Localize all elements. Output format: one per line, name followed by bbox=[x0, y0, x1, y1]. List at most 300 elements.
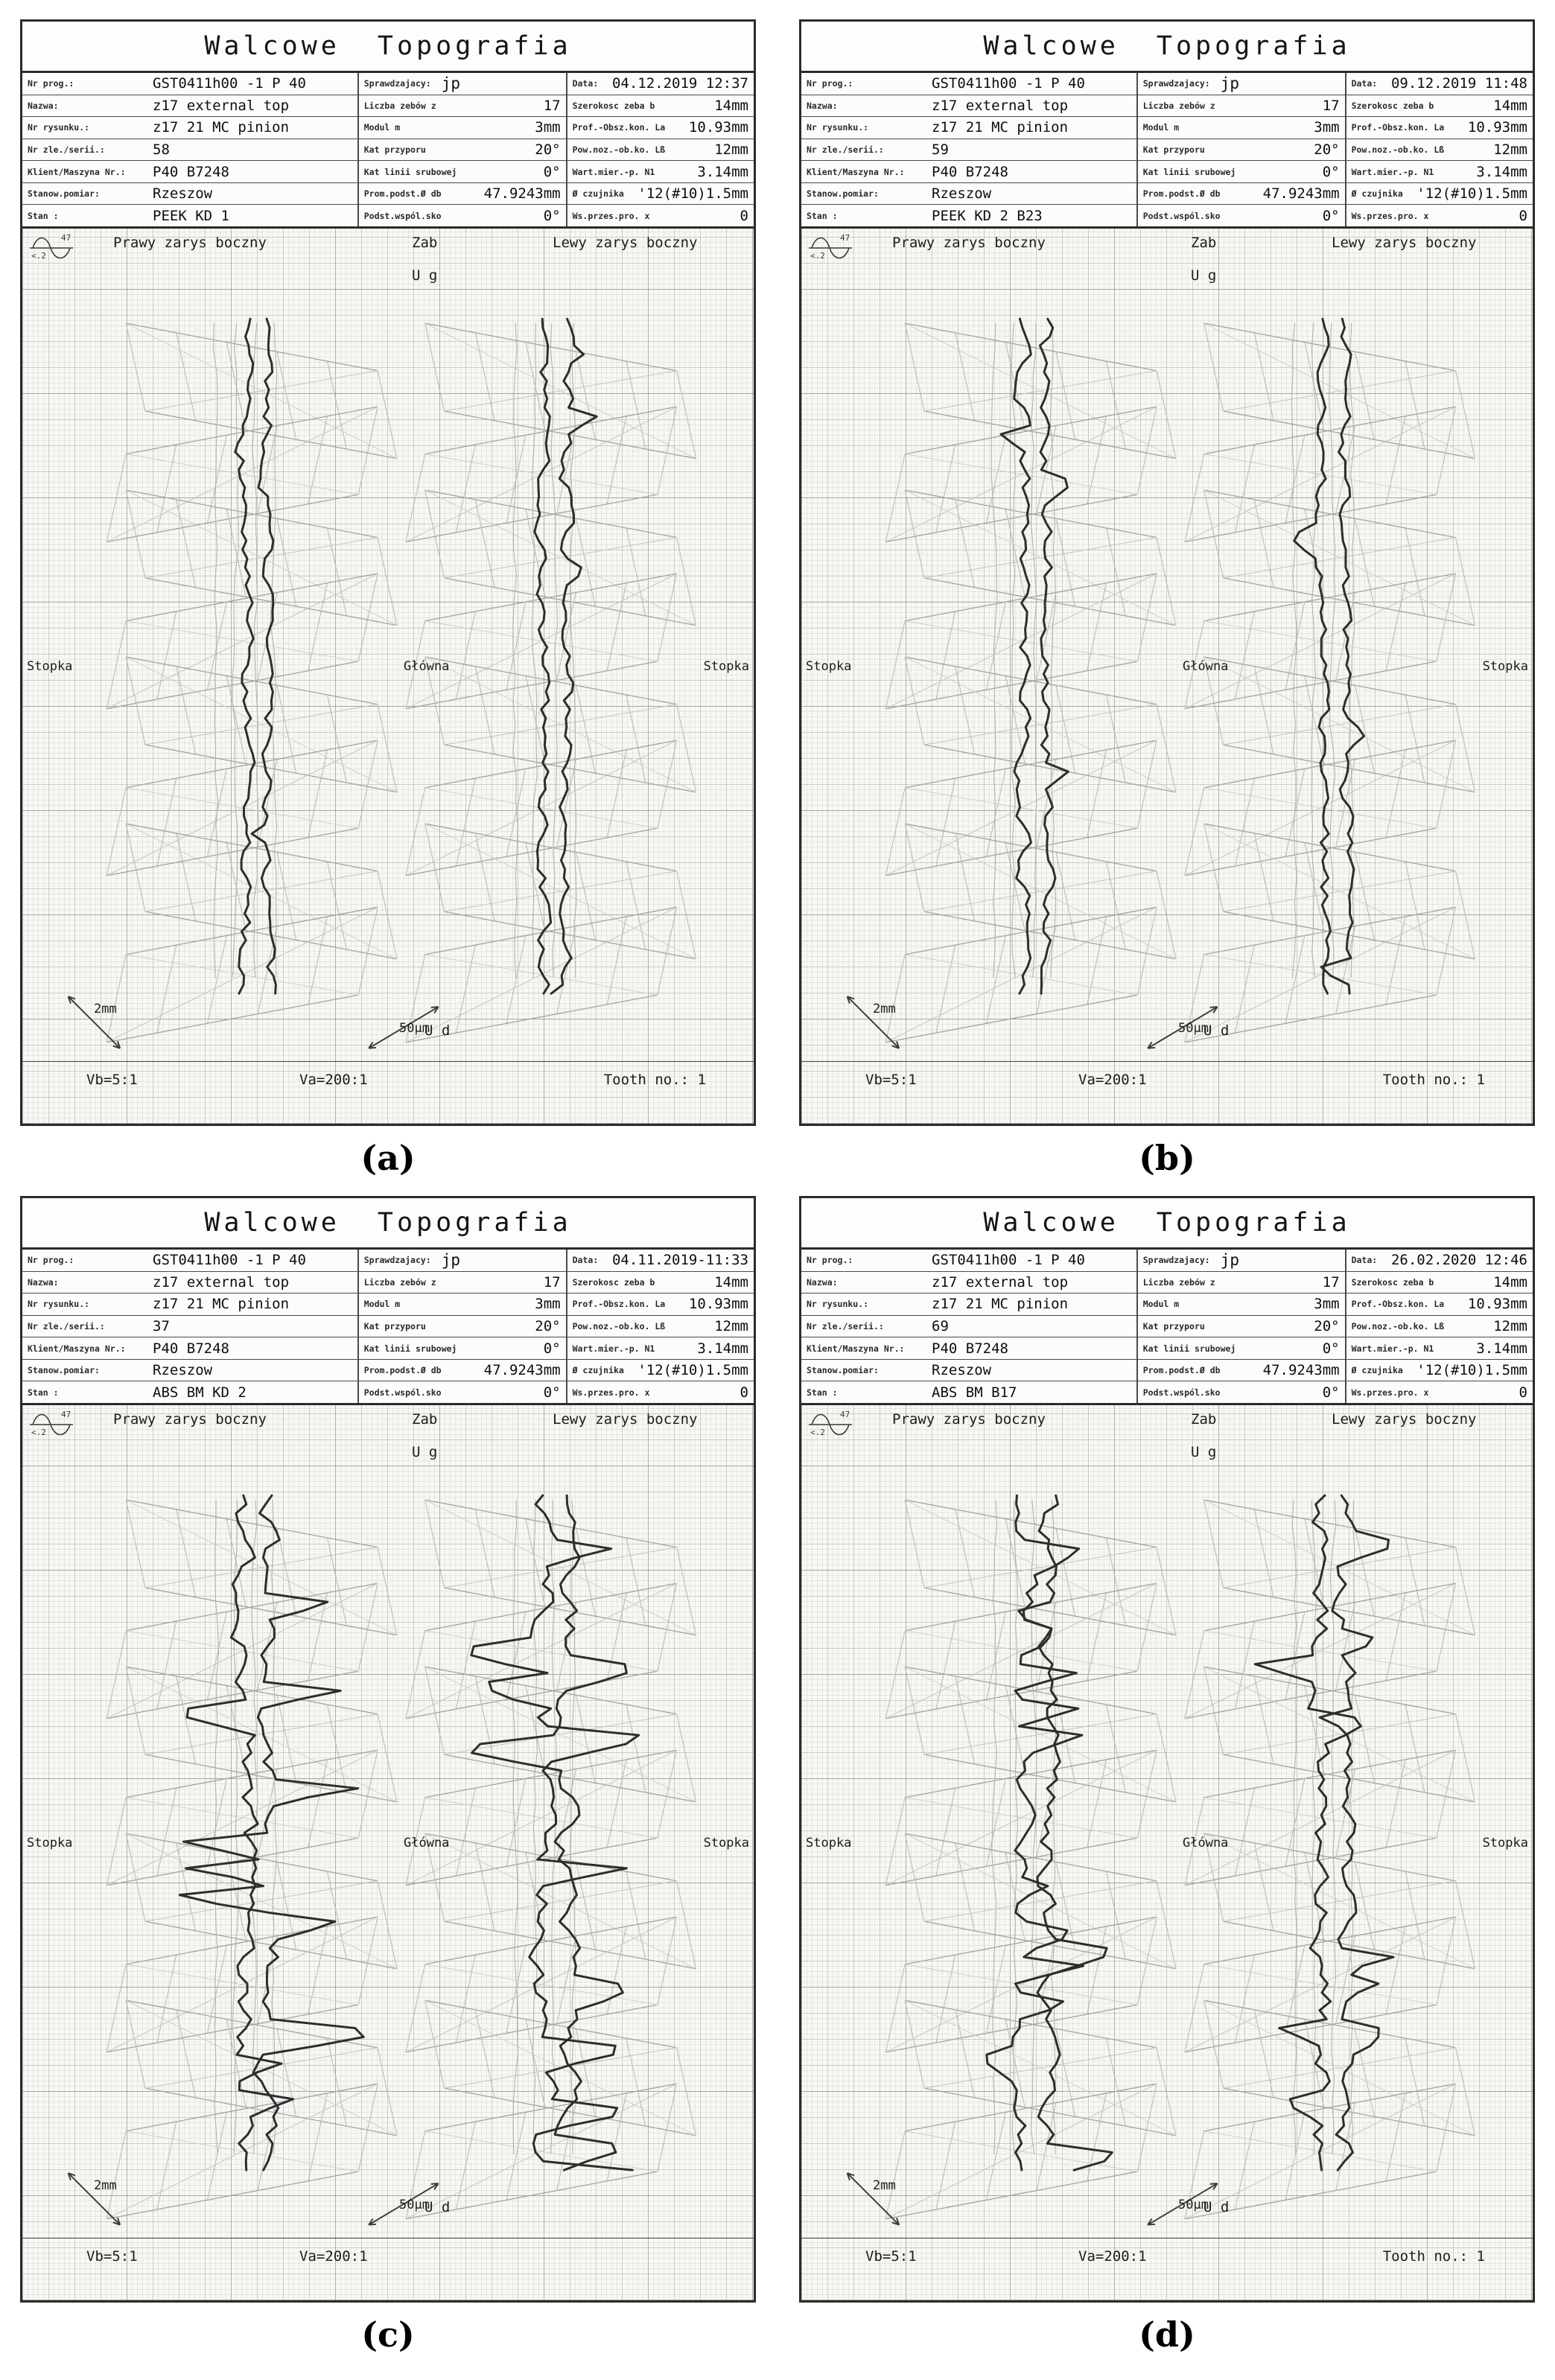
info-cell bbox=[1346, 73, 1533, 95]
info-label: Klient/Maszyna Nr.: bbox=[28, 1343, 126, 1354]
info-row bbox=[801, 205, 1533, 226]
scale-2mm-label: 2mm bbox=[94, 2178, 117, 2193]
info-label: Klient/Maszyna Nr.: bbox=[807, 166, 905, 177]
info-label: Szerokosc zeba b bbox=[572, 1276, 655, 1288]
info-value: z17 21 MC pinion bbox=[932, 119, 1069, 136]
label-u-d: U d bbox=[424, 1022, 451, 1039]
info-cell bbox=[567, 95, 754, 117]
topography-plot bbox=[22, 1405, 754, 2300]
info-value: 3.14mm bbox=[1476, 163, 1527, 180]
info-row bbox=[801, 1381, 1533, 1403]
label-zab: Zab bbox=[412, 235, 438, 251]
info-cell bbox=[567, 1316, 754, 1337]
info-cell bbox=[22, 73, 359, 95]
info-cell bbox=[567, 205, 754, 226]
info-cell bbox=[1138, 1381, 1346, 1403]
info-row bbox=[22, 1316, 754, 1338]
scale-50um-label: 50µm bbox=[1178, 2198, 1209, 2212]
info-label: Szerokosc zeba b bbox=[572, 100, 655, 111]
info-label: Pow.noz.-ob.ko. Lß bbox=[1351, 144, 1445, 156]
info-label: Wart.mier.-p. N1 bbox=[1351, 166, 1434, 177]
label-u-g: U g bbox=[1191, 1444, 1217, 1460]
info-cell bbox=[359, 205, 567, 226]
info-row bbox=[801, 183, 1533, 206]
info-label: Ws.przes.pro. x bbox=[1351, 210, 1429, 221]
info-cell bbox=[801, 205, 1138, 226]
info-cell bbox=[1346, 1250, 1533, 1271]
info-value: 20° bbox=[1314, 1318, 1340, 1335]
info-value: 17 bbox=[543, 97, 561, 114]
info-label: Nr prog.: bbox=[28, 1255, 74, 1266]
info-label: Prom.podst.Ø db bbox=[363, 1365, 442, 1376]
info-value: jp bbox=[441, 74, 461, 93]
info-table bbox=[22, 73, 754, 229]
info-label: Stanow.pomiar: bbox=[28, 188, 100, 200]
info-row bbox=[22, 161, 754, 183]
info-value: z17 21 MC pinion bbox=[932, 1296, 1069, 1313]
info-cell bbox=[1138, 117, 1346, 139]
info-label: Stan : bbox=[28, 210, 59, 221]
report-title: Walcowe Topografia bbox=[983, 31, 1351, 61]
info-row bbox=[22, 1381, 754, 1403]
info-value: Rzeszow bbox=[932, 1362, 992, 1379]
info-label: Nr rysunku.: bbox=[807, 122, 869, 133]
label-zab: Zab bbox=[1191, 235, 1217, 251]
info-cell bbox=[1138, 1272, 1346, 1294]
report-panel bbox=[799, 1196, 1535, 2303]
info-value: '12(#10)1.5mm bbox=[1416, 1362, 1527, 1379]
info-label: Sprawdzajacy: bbox=[1142, 78, 1210, 89]
info-cell bbox=[22, 1360, 359, 1381]
info-table bbox=[22, 1250, 754, 1405]
info-value: 3.14mm bbox=[697, 1340, 748, 1357]
report-panel bbox=[20, 19, 756, 1126]
footer-vb: Vb=5:1 bbox=[86, 2248, 138, 2265]
info-label: Pow.noz.-ob.ko. Lß bbox=[1351, 1321, 1445, 1332]
info-value: 0° bbox=[543, 207, 561, 224]
info-cell bbox=[567, 183, 754, 205]
info-cell bbox=[1346, 1316, 1533, 1337]
report-title: Walcowe Topografia bbox=[204, 1208, 572, 1238]
info-label: Liczba zebów z bbox=[1142, 1276, 1215, 1288]
info-row bbox=[22, 1337, 754, 1360]
info-cell bbox=[1138, 139, 1346, 161]
info-cell bbox=[1138, 1250, 1346, 1271]
info-label: Ø czujnika bbox=[572, 188, 624, 200]
info-label: Sprawdzajacy: bbox=[363, 1255, 431, 1266]
info-value: z17 21 MC pinion bbox=[153, 119, 290, 136]
info-cell bbox=[567, 1381, 754, 1403]
subfigure-a bbox=[20, 19, 756, 1196]
label-u-g: U g bbox=[412, 1444, 438, 1460]
label-left-flank: Lewy zarys boczny bbox=[1332, 1411, 1477, 1428]
info-value: GST0411h00 -1 P 40 bbox=[932, 1252, 1085, 1269]
info-label: Ø czujnika bbox=[572, 1365, 624, 1376]
info-table bbox=[801, 73, 1533, 229]
info-label: Nr rysunku.: bbox=[28, 122, 90, 133]
label-glowna: Główna bbox=[404, 659, 450, 674]
info-label: Ws.przes.pro. x bbox=[572, 1387, 650, 1398]
label-left-flank: Lewy zarys boczny bbox=[1332, 235, 1477, 251]
info-cell bbox=[359, 183, 567, 205]
info-row bbox=[22, 1360, 754, 1382]
info-value: P40 B7248 bbox=[153, 163, 229, 180]
info-label: Podst.wspól.sko bbox=[363, 1387, 442, 1398]
info-value: 3mm bbox=[535, 119, 561, 136]
scale-2mm-label: 2mm bbox=[873, 2178, 896, 2193]
info-cell bbox=[801, 1360, 1138, 1381]
info-cell bbox=[1346, 183, 1533, 205]
info-label: Kat linii srubowej bbox=[1142, 1343, 1236, 1354]
info-value: 04.11.2019-11:33 bbox=[611, 1252, 748, 1269]
footer-divider bbox=[801, 2238, 1533, 2239]
info-value: GST0411h00 -1 P 40 bbox=[932, 75, 1085, 92]
info-value: 04.12.2019 12:37 bbox=[611, 75, 748, 92]
info-row bbox=[22, 95, 754, 118]
label-glowna: Główna bbox=[404, 1836, 450, 1851]
scale-50um-label: 50µm bbox=[399, 2198, 430, 2212]
info-cell bbox=[22, 95, 359, 117]
info-cell bbox=[1138, 161, 1346, 182]
info-label: Liczba zebów z bbox=[363, 100, 436, 111]
info-value: 3.14mm bbox=[1476, 1340, 1527, 1357]
info-cell bbox=[1138, 95, 1346, 117]
scale-50um-label: 50µm bbox=[399, 1021, 430, 1036]
info-row bbox=[801, 1337, 1533, 1360]
info-cell bbox=[22, 1272, 359, 1294]
info-value: Rzeszow bbox=[153, 185, 213, 203]
info-label: Ø czujnika bbox=[1351, 188, 1403, 200]
info-cell bbox=[567, 161, 754, 182]
info-value: 17 bbox=[1322, 1273, 1340, 1291]
info-row bbox=[22, 117, 754, 139]
info-label: Prof.-Obsz.kon. La bbox=[1351, 122, 1445, 133]
report-title-box bbox=[801, 1198, 1533, 1250]
label-glowna: Główna bbox=[1183, 1836, 1229, 1851]
report-panel bbox=[20, 1196, 756, 2303]
wave-icon-number: 47 bbox=[61, 1410, 71, 1419]
info-value: PEEK KD 1 bbox=[153, 207, 229, 224]
footer-vb: Vb=5:1 bbox=[865, 1072, 917, 1088]
subfigure-d bbox=[799, 1196, 1535, 2373]
label-glowna: Główna bbox=[1183, 659, 1229, 674]
info-value: 0 bbox=[740, 207, 748, 224]
info-label: Prom.podst.Ø db bbox=[1142, 188, 1221, 200]
info-cell bbox=[359, 1250, 567, 1271]
scale-50um-label: 50µm bbox=[1178, 1021, 1209, 1036]
info-label: Ø czujnika bbox=[1351, 1365, 1403, 1376]
info-label: Szerokosc zeba b bbox=[1351, 100, 1434, 111]
wave-icon-tolerance: <.2 bbox=[31, 251, 46, 261]
label-stopka-left: Stopka bbox=[806, 659, 852, 674]
info-cell bbox=[22, 205, 359, 226]
info-label: Nr rysunku.: bbox=[28, 1299, 90, 1310]
info-cell bbox=[22, 1250, 359, 1271]
label-stopka-right: Stopka bbox=[1482, 659, 1528, 674]
info-value: 09.12.2019 11:48 bbox=[1390, 75, 1527, 92]
info-cell bbox=[1346, 161, 1533, 182]
label-stopka-left: Stopka bbox=[27, 659, 73, 674]
info-value: 20° bbox=[535, 1318, 561, 1335]
info-label: Modul m bbox=[363, 122, 401, 133]
info-label: Klient/Maszyna Nr.: bbox=[807, 1343, 905, 1354]
info-value: 58 bbox=[153, 141, 170, 159]
info-label: Sprawdzajacy: bbox=[363, 78, 431, 89]
info-cell bbox=[567, 117, 754, 139]
info-cell bbox=[22, 161, 359, 182]
info-cell bbox=[567, 73, 754, 95]
label-u-g: U g bbox=[1191, 267, 1217, 284]
info-value: 3mm bbox=[1314, 1296, 1340, 1313]
info-value: 0 bbox=[1519, 1384, 1527, 1401]
info-cell bbox=[22, 1381, 359, 1403]
report-panel bbox=[799, 19, 1535, 1126]
info-cell bbox=[1346, 95, 1533, 117]
info-label: Wart.mier.-p. N1 bbox=[572, 1343, 655, 1354]
info-value: 47.9243mm bbox=[1262, 185, 1340, 203]
info-label: Data: bbox=[572, 78, 599, 89]
footer-tooth-no: Tooth no.: 1 bbox=[603, 1072, 706, 1088]
info-value: z17 21 MC pinion bbox=[153, 1296, 290, 1313]
label-stopka-right: Stopka bbox=[1482, 1836, 1528, 1851]
info-label: Nr zle./serii.: bbox=[807, 1321, 884, 1332]
info-label: Stanow.pomiar: bbox=[28, 1365, 100, 1376]
info-value: 12mm bbox=[1493, 1318, 1527, 1335]
label-u-d: U d bbox=[424, 2199, 451, 2215]
info-cell bbox=[1346, 205, 1533, 226]
info-row bbox=[801, 161, 1533, 183]
scale-2mm-label: 2mm bbox=[873, 1002, 896, 1016]
info-value: z17 external top bbox=[932, 97, 1069, 114]
roughness-wave-icon bbox=[807, 232, 856, 261]
subfigure-c bbox=[20, 1196, 756, 2373]
info-cell bbox=[1346, 139, 1533, 161]
info-value: 3.14mm bbox=[697, 163, 748, 180]
info-value: 12mm bbox=[714, 141, 748, 159]
footer-divider bbox=[22, 1061, 754, 1062]
info-cell bbox=[359, 95, 567, 117]
info-cell bbox=[359, 117, 567, 139]
report-title-box bbox=[22, 1198, 754, 1250]
info-row bbox=[22, 205, 754, 226]
info-label: Prom.podst.Ø db bbox=[1142, 1365, 1221, 1376]
info-row bbox=[801, 1360, 1533, 1382]
topography-plot bbox=[22, 229, 754, 1124]
info-label: Prof.-Obsz.kon. La bbox=[572, 122, 666, 133]
topography-plot bbox=[801, 229, 1533, 1124]
report-title: Walcowe Topografia bbox=[983, 1208, 1351, 1238]
info-label: Nazwa: bbox=[28, 100, 59, 111]
info-value: 0° bbox=[1322, 1384, 1340, 1401]
info-cell bbox=[801, 1294, 1138, 1315]
info-cell bbox=[801, 73, 1138, 95]
info-cell bbox=[1346, 1272, 1533, 1294]
info-value: '12(#10)1.5mm bbox=[637, 1362, 748, 1379]
info-row bbox=[801, 139, 1533, 162]
footer-va: Va=200:1 bbox=[1078, 2248, 1147, 2265]
info-value: '12(#10)1.5mm bbox=[637, 185, 748, 203]
label-stopka-right: Stopka bbox=[703, 1836, 749, 1851]
footer-vb: Vb=5:1 bbox=[86, 1072, 138, 1088]
subfigure-b bbox=[799, 19, 1535, 1196]
info-label: Pow.noz.-ob.ko. Lß bbox=[572, 1321, 666, 1332]
info-value: 20° bbox=[535, 141, 561, 159]
info-label: Prof.-Obsz.kon. La bbox=[572, 1299, 666, 1310]
info-value: '12(#10)1.5mm bbox=[1416, 185, 1527, 203]
info-cell bbox=[567, 1337, 754, 1359]
info-label: Modul m bbox=[1142, 1299, 1180, 1310]
info-value: 0° bbox=[1322, 163, 1340, 180]
info-cell bbox=[359, 139, 567, 161]
info-value: 0° bbox=[543, 1340, 561, 1357]
info-value: z17 external top bbox=[153, 97, 290, 114]
footer-vb: Vb=5:1 bbox=[865, 2248, 917, 2265]
info-cell bbox=[801, 95, 1138, 117]
info-value: P40 B7248 bbox=[153, 1340, 229, 1357]
info-cell bbox=[22, 117, 359, 139]
info-value: 47.9243mm bbox=[483, 1362, 561, 1379]
info-row bbox=[22, 1250, 754, 1272]
info-label: Modul m bbox=[1142, 122, 1180, 133]
subfigure-caption: (d) bbox=[1139, 2314, 1195, 2355]
info-row bbox=[801, 73, 1533, 95]
info-label: Data: bbox=[1351, 78, 1378, 89]
info-cell bbox=[801, 1272, 1138, 1294]
info-cell bbox=[801, 117, 1138, 139]
info-value: z17 external top bbox=[932, 1273, 1069, 1291]
label-right-flank: Prawy zarys boczny bbox=[113, 235, 267, 251]
subfigure-caption: (c) bbox=[361, 2314, 415, 2355]
info-cell bbox=[1346, 1360, 1533, 1381]
info-value: 10.93mm bbox=[1467, 119, 1527, 136]
footer-va: Va=200:1 bbox=[1078, 1072, 1147, 1088]
info-row bbox=[22, 1294, 754, 1316]
wave-icon-number: 47 bbox=[61, 233, 71, 243]
info-label: Prom.podst.Ø db bbox=[363, 188, 442, 200]
info-value: 17 bbox=[1322, 97, 1340, 114]
subfigure-caption: (b) bbox=[1139, 1138, 1195, 1178]
info-value: 14mm bbox=[714, 97, 748, 114]
info-label: Kat przyporu bbox=[363, 144, 426, 156]
info-label: Szerokosc zeba b bbox=[1351, 1276, 1434, 1288]
info-cell bbox=[567, 139, 754, 161]
info-cell bbox=[1138, 183, 1346, 205]
info-value: 0° bbox=[543, 1384, 561, 1401]
subfigure-caption: (a) bbox=[360, 1138, 416, 1178]
info-value: Rzeszow bbox=[932, 185, 992, 203]
info-value: P40 B7248 bbox=[932, 163, 1008, 180]
info-label: Nr prog.: bbox=[807, 1255, 853, 1266]
wave-icon-number: 47 bbox=[840, 1410, 850, 1419]
info-value: 59 bbox=[932, 141, 949, 159]
label-u-g: U g bbox=[412, 267, 438, 284]
info-value: z17 external top bbox=[153, 1273, 290, 1291]
info-cell bbox=[1346, 1381, 1533, 1403]
info-label: Liczba zebów z bbox=[1142, 100, 1215, 111]
info-value: 14mm bbox=[1493, 97, 1527, 114]
footer-divider bbox=[22, 2238, 754, 2239]
wave-icon-tolerance: <.2 bbox=[810, 1428, 825, 1437]
info-value: 20° bbox=[1314, 141, 1340, 159]
info-label: Data: bbox=[1351, 1255, 1378, 1266]
info-cell bbox=[359, 1337, 567, 1359]
info-cell bbox=[1138, 205, 1346, 226]
info-label: Kat przyporu bbox=[1142, 1321, 1205, 1332]
scale-2mm-label: 2mm bbox=[94, 1002, 117, 1016]
info-cell bbox=[22, 1337, 359, 1359]
report-title: Walcowe Topografia bbox=[204, 31, 572, 61]
info-cell bbox=[359, 161, 567, 182]
info-value: 14mm bbox=[714, 1273, 748, 1291]
info-cell bbox=[801, 1337, 1138, 1359]
info-cell bbox=[22, 183, 359, 205]
label-right-flank: Prawy zarys boczny bbox=[892, 235, 1046, 251]
info-value: jp bbox=[441, 1251, 461, 1270]
info-label: Wart.mier.-p. N1 bbox=[1351, 1343, 1434, 1354]
wave-icon-number: 47 bbox=[840, 233, 850, 243]
info-cell bbox=[359, 1381, 567, 1403]
info-cell bbox=[801, 161, 1138, 182]
info-cell bbox=[1346, 1337, 1533, 1359]
info-label: Stanow.pomiar: bbox=[807, 188, 879, 200]
info-cell bbox=[567, 1272, 754, 1294]
info-label: Nr rysunku.: bbox=[807, 1299, 869, 1310]
info-cell bbox=[567, 1250, 754, 1271]
info-label: Kat linii srubowej bbox=[1142, 166, 1236, 177]
info-value: 0 bbox=[740, 1384, 748, 1401]
label-right-flank: Prawy zarys boczny bbox=[892, 1411, 1046, 1428]
info-row bbox=[801, 1294, 1533, 1316]
info-value: 26.02.2020 12:46 bbox=[1390, 1252, 1527, 1269]
info-cell bbox=[22, 1294, 359, 1315]
info-label: Stanow.pomiar: bbox=[807, 1365, 879, 1376]
info-label: Podst.wspól.sko bbox=[363, 210, 442, 221]
label-u-d: U d bbox=[1203, 2199, 1230, 2215]
info-cell bbox=[567, 1294, 754, 1315]
info-value: 14mm bbox=[1493, 1273, 1527, 1291]
info-value: P40 B7248 bbox=[932, 1340, 1008, 1357]
topography-mesh bbox=[22, 229, 754, 1124]
topography-mesh bbox=[22, 1405, 754, 2300]
info-value: 10.93mm bbox=[688, 119, 748, 136]
info-value: ABS BM KD 2 bbox=[153, 1384, 247, 1401]
topography-mesh bbox=[801, 1405, 1533, 2300]
label-right-flank: Prawy zarys boczny bbox=[113, 1411, 267, 1428]
info-value: 12mm bbox=[1493, 141, 1527, 159]
label-left-flank: Lewy zarys boczny bbox=[553, 1411, 698, 1428]
wave-icon-tolerance: <.2 bbox=[810, 251, 825, 261]
info-row bbox=[22, 183, 754, 206]
info-label: Podst.wspól.sko bbox=[1142, 1387, 1221, 1398]
info-value: ABS BM B17 bbox=[932, 1384, 1017, 1401]
info-cell bbox=[1346, 1294, 1533, 1315]
info-cell bbox=[801, 183, 1138, 205]
info-label: Klient/Maszyna Nr.: bbox=[28, 166, 126, 177]
info-value: 10.93mm bbox=[1467, 1296, 1527, 1313]
info-value: jp bbox=[1220, 1251, 1240, 1270]
label-zab: Zab bbox=[1191, 1411, 1217, 1428]
info-row bbox=[801, 1316, 1533, 1338]
topography-mesh bbox=[801, 229, 1533, 1124]
info-row bbox=[22, 1272, 754, 1294]
info-value: 0° bbox=[1322, 207, 1340, 224]
info-value: 3mm bbox=[535, 1296, 561, 1313]
info-label: Nr zle./serii.: bbox=[28, 1321, 105, 1332]
info-label: Ws.przes.pro. x bbox=[1351, 1387, 1429, 1398]
wave-icon-tolerance: <.2 bbox=[31, 1428, 46, 1437]
info-cell bbox=[801, 139, 1138, 161]
footer-va: Va=200:1 bbox=[299, 1072, 368, 1088]
